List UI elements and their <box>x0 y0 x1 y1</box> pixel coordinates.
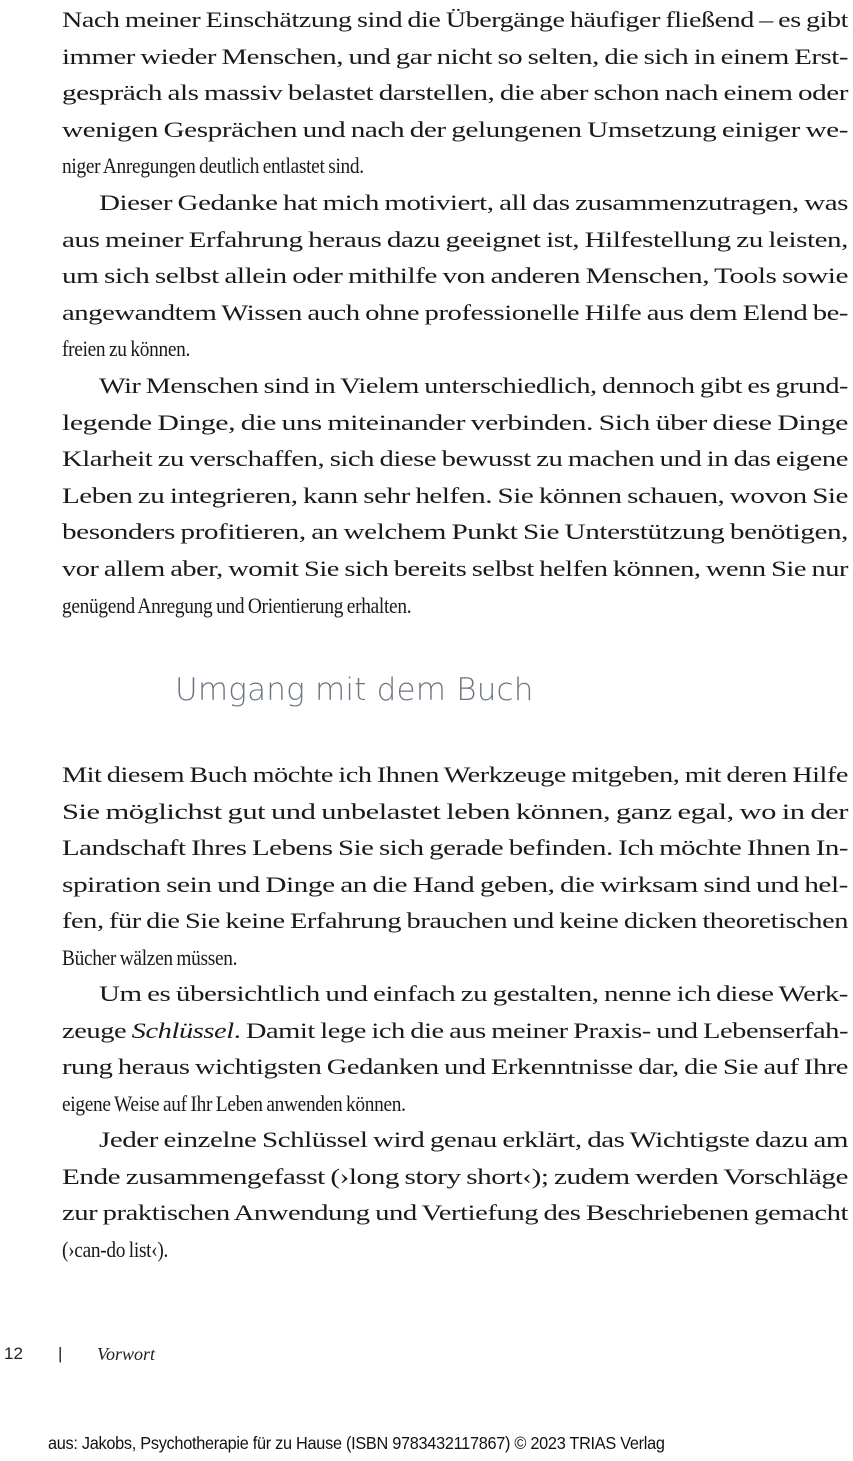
text-line: Dieser Gedanke hat mich motiviert, all das zusammenzutragen, was <box>99 190 848 215</box>
text-line: rung heraus wichtigsten Gedanken und Erkenntnisse dar, die Sie auf Ihre <box>62 1054 848 1080</box>
text-line: Landschaft Ihres Lebens Sie sich gerade befinden. Ich möchte Ihnen In- <box>62 835 848 861</box>
text-line: freien zu können. <box>62 336 191 362</box>
emphasis-schluessel: Schlüssel <box>131 1017 234 1043</box>
text-line: Leben zu integrieren, kann sehr helfen. Sie können schauen, wovon Sie <box>62 482 848 508</box>
footer-separator: | <box>58 1344 63 1363</box>
text-line: gespräch als massiv belastet darstellen, die aber schon nach einem oder <box>62 80 848 106</box>
text-line: aus meiner Erfahrung heraus dazu geeignet ist, Hilfestellung zu leisten, <box>62 226 848 252</box>
text-line: genügend Anregung und Orientierung erhalten. <box>62 592 412 618</box>
paragraph-3 <box>62 368 848 624</box>
text-line: angewandtem Wissen auch ohne professionelle Hilfe aus dem Elend be- <box>62 299 848 325</box>
section-heading: Umgang mit dem Buch <box>175 672 534 708</box>
section-paragraph-2 <box>62 976 848 1122</box>
section-paragraph-1 <box>62 757 848 977</box>
text-line: Klarheit zu verschaffen, sich diese bewusst zu machen und in das eigene <box>62 446 848 472</box>
text-line: Nach meiner Einschätzung sind die Übergänge häufiger fließend – es gibt <box>62 7 848 32</box>
page-number: 12 <box>4 1344 23 1363</box>
text-line: Sie möglichst gut und unbelastet leben können, ganz egal, wo in der <box>62 798 848 824</box>
text-line: niger Anregungen deutlich entlastet sind. <box>62 153 364 179</box>
text-line: legende Dinge, die uns miteinander verbinden. Sich über diese Dinge <box>62 409 848 435</box>
text-line-with-emphasis <box>62 1013 848 1050</box>
text-line: spiration sein und Dinge an die Hand geben, die wirksam sind und hel- <box>62 871 848 897</box>
text-line: wenigen Gesprächen und nach der gelungenen Umsetzung einiger we- <box>62 116 848 142</box>
text-line: immer wieder Menschen, und gar nicht so selten, die sich in einem Erst- <box>62 43 848 69</box>
text-line: fen, für die Sie keine Erfahrung brauchen und keine dicken theoretischen <box>62 908 848 934</box>
text-line: Ende zusammengefasst (›long story short‹); zudem werden Vorschläge <box>62 1163 848 1189</box>
text-line: Wir Menschen sind in Vielem unterschiedlich, dennoch gibt es grund- <box>99 373 848 398</box>
text-line: besonders profitieren, an welchem Punkt Sie Unterstützung benötigen, <box>62 519 848 545</box>
text-line: um sich selbst allein oder mithilfe von anderen Menschen, Tools sowie <box>62 263 848 289</box>
paragraph-2 <box>62 185 848 368</box>
source-citation: aus: Jakobs, Psychotherapie für zu Hause (ISBN 9783432117867) © 2023 TRIAS Verlag <box>48 1433 665 1453</box>
text-fragment: zeuge <box>62 1017 132 1043</box>
text-line: eigene Weise auf Ihr Leben anwenden können. <box>62 1090 406 1116</box>
running-footer-section: Vorwort <box>97 1344 156 1364</box>
text-line: Bücher wälzen müssen. <box>62 944 238 970</box>
text-line: vor allem aber, womit Sie sich bereits selbst helfen können, wenn Sie nur <box>62 555 848 581</box>
text-fragment: . Damit lege ich die aus meiner Praxis- und Lebenserfah- <box>233 1017 849 1043</box>
text-line: (›can-do list‹). <box>62 1236 169 1262</box>
section-paragraph-3 <box>62 1122 848 1268</box>
paragraph-1 <box>62 2 848 185</box>
text-line: Mit diesem Buch möchte ich Ihnen Werkzeuge mitgeben, mit deren Hilfe <box>62 762 848 787</box>
text-line: Jeder einzelne Schlüssel wird genau erklärt, das Wichtigste dazu am <box>99 1127 848 1152</box>
text-line: zur praktischen Anwendung und Vertiefung des Beschriebenen gemacht <box>62 1200 848 1226</box>
text-line: Um es übersichtlich und einfach zu gestalten, nenne ich diese Werk- <box>99 981 848 1006</box>
